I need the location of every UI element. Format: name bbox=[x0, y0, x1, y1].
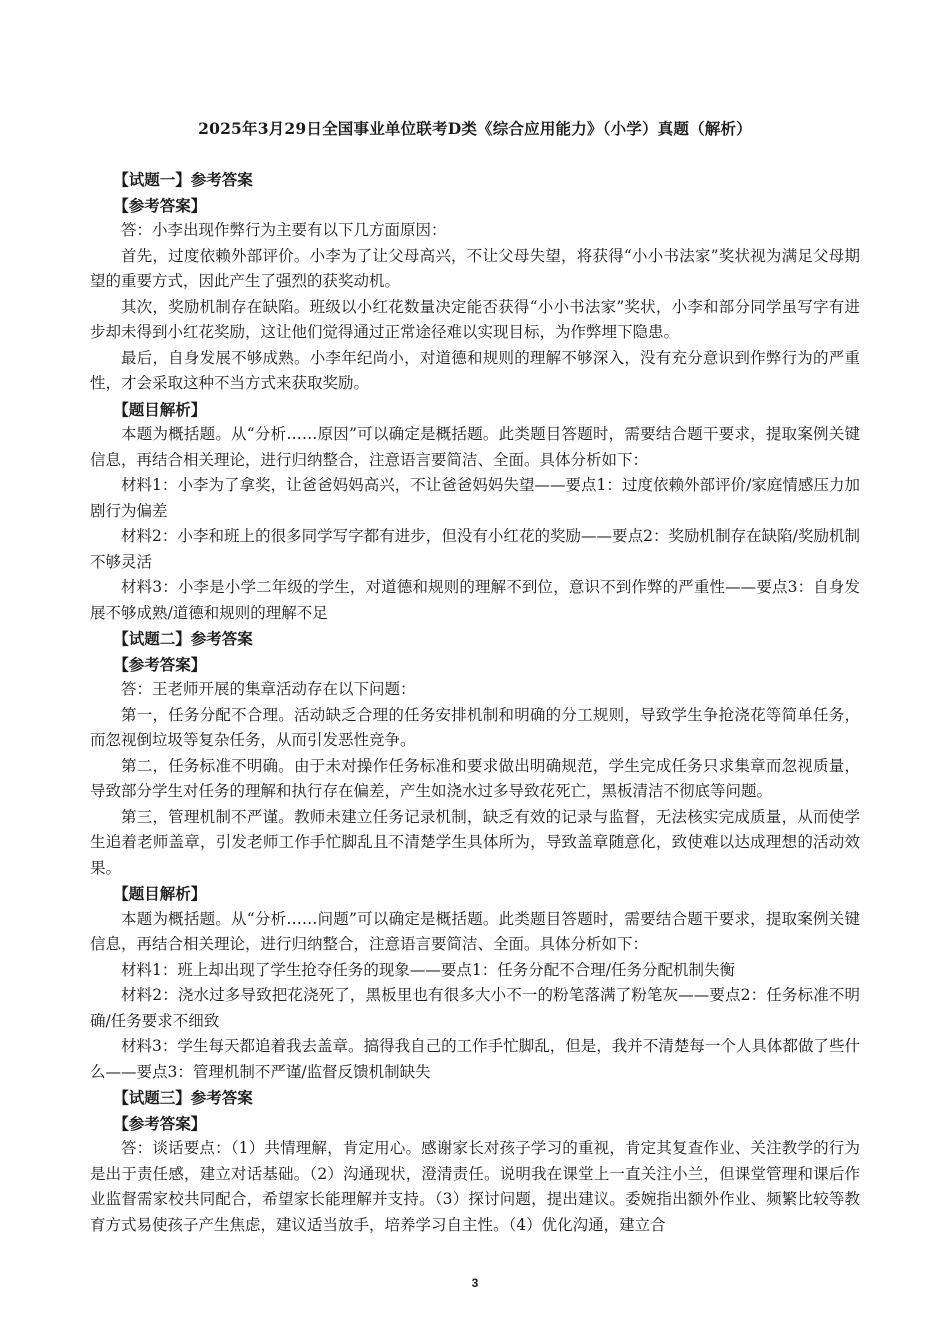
body-paragraph: 第二，任务标准不明确。由于未对操作任务标准和要求做出明确规范，学生完成任务只求集章而忽视质量，导致部分学生对任务的理解和执行存在偏差，产生如浇水过多导致花死亡，黑板清洁不彻底等问题。 bbox=[90, 756, 860, 800]
body-paragraph: 材料3：学生每天都追着我去盖章。搞得我自己的工作手忙脚乱，但是，我并不清楚每一个人具体都做了些什么——要点3：管理机制不严谨/监督反馈机制缺失 bbox=[90, 1037, 860, 1081]
section-heading: 【题目解析】 bbox=[113, 884, 207, 903]
section-heading: 【题目解析】 bbox=[113, 399, 207, 419]
body-paragraph: 答：小李出现作弊行为主要有以下几方面原因： bbox=[121, 221, 447, 239]
body-paragraph: 材料1：小李为了拿奖，让爸爸妈妈高兴，不让爸爸妈妈失望——要点1：过度依赖外部评价/家庭情感压力加剧行为偏差 bbox=[90, 476, 860, 520]
section-heading: 【试题三】参考答案 bbox=[113, 1088, 253, 1107]
body-paragraph: 首先，过度依赖外部评价。小李为了让父母高兴，不让父母失望，将获得“小小书法家”奖状视为满足父母期望的重要方式，因此产生了强烈的获奖动机。 bbox=[90, 246, 860, 290]
body-paragraph: 材料3：小李是小学二年级的学生，对道德和规则的理解不到位，意识不到作弊的严重性——要点3：自身发展不够成熟/道德和规则的理解不足 bbox=[90, 578, 860, 622]
body-paragraph: 最后，自身发展不够成熟。小李年纪尚小，对道德和规则的理解不够深入，没有充分意识到作弊行为的严重性，才会采取这种不当方式来获取奖励。 bbox=[90, 348, 860, 392]
section-heading: 【试题一】参考答案 bbox=[113, 170, 253, 189]
document-title: 2025年3月29日全国事业单位联考D类《综合应用能力》（小学）真题（解析） bbox=[198, 119, 752, 138]
body-paragraph: 本题为概括题。从“分析……原因”可以确定是概括题。此类题目答题时，需要结合题干要求，提取案例关键信息，再结合相关理论，进行归纳整合，注意语言要简洁、全面。具体分析如下： bbox=[90, 425, 860, 469]
body-paragraph: 答：王老师开展的集章活动存在以下问题： bbox=[121, 680, 416, 698]
section-heading: 【试题二】参考答案 bbox=[113, 629, 253, 648]
body-paragraph: 第三，管理机制不严谨。教师未建立任务记录机制，缺乏有效的记录与监督，无法核实完成质量，从而使学生追着老师盖章，引发老师工作手忙脚乱且不清楚学生具体所为，导致盖章随意化，致使难以达成理想的活动效果。 bbox=[90, 807, 860, 877]
section-heading: 【参考答案】 bbox=[113, 654, 207, 674]
page-number: 3 bbox=[471, 1276, 479, 1290]
body-paragraph: 材料2：小李和班上的很多同学写字都有进步，但没有小红花的奖励——要点2：奖励机制存在缺陷/奖励机制不够灵活 bbox=[90, 527, 860, 571]
body-paragraph: 本题为概括题。从“分析……问题”可以确定是概括题。此类题目答题时，需要结合题干要求，提取案例关键信息，再结合相关理论，进行归纳整合，注意语言要简洁、全面。具体分析如下： bbox=[90, 909, 860, 953]
body-paragraph: 答：谈话要点：（1）共情理解，肯定用心。感谢家长对孩子学习的重视，肯定其复查作业、关注教学的行为是出于责任感，建立对话基础。（2）沟通现状，澄清责任。说明我在课堂上一直关注小兰，但课堂管理和课后作业监督需家校共同配合，希望家长能理解并支持。（3）探讨问题，提出建议。委婉指出额外作业、频繁比较等教育方式易使孩子产生焦虑，建议适当放手，培养学习自主性。（4）优化沟通，建立合 bbox=[90, 1139, 860, 1234]
body-paragraph: 其次，奖励机制存在缺陷。班级以小红花数量决定能否获得“小小书法家”奖状，小李和部分同学虽写字有进步却未得到小红花奖励，这让他们觉得通过正常途径难以实现目标，为作弊埋下隐患。 bbox=[90, 297, 860, 341]
document-body bbox=[90, 167, 860, 1238]
body-paragraph: 材料2：浇水过多导致把花浇死了，黑板里也有很多大小不一的粉笔落满了粉笔灰——要点2：任务标准不明确/任务要求不细致 bbox=[90, 986, 860, 1030]
section-heading: 【参考答案】 bbox=[113, 1113, 207, 1133]
body-paragraph: 材料1：班上却出现了学生抢夺任务的现象——要点1：任务分配不合理/任务分配机制失衡 bbox=[121, 960, 735, 979]
body-paragraph: 第一，任务分配不合理。活动缺乏合理的任务安排机制和明确的分工规则，导致学生争抢浇花等简单任务，而忽视倒垃圾等复杂任务，从而引发恶性竞争。 bbox=[90, 705, 860, 749]
section-heading: 【参考答案】 bbox=[113, 195, 207, 215]
